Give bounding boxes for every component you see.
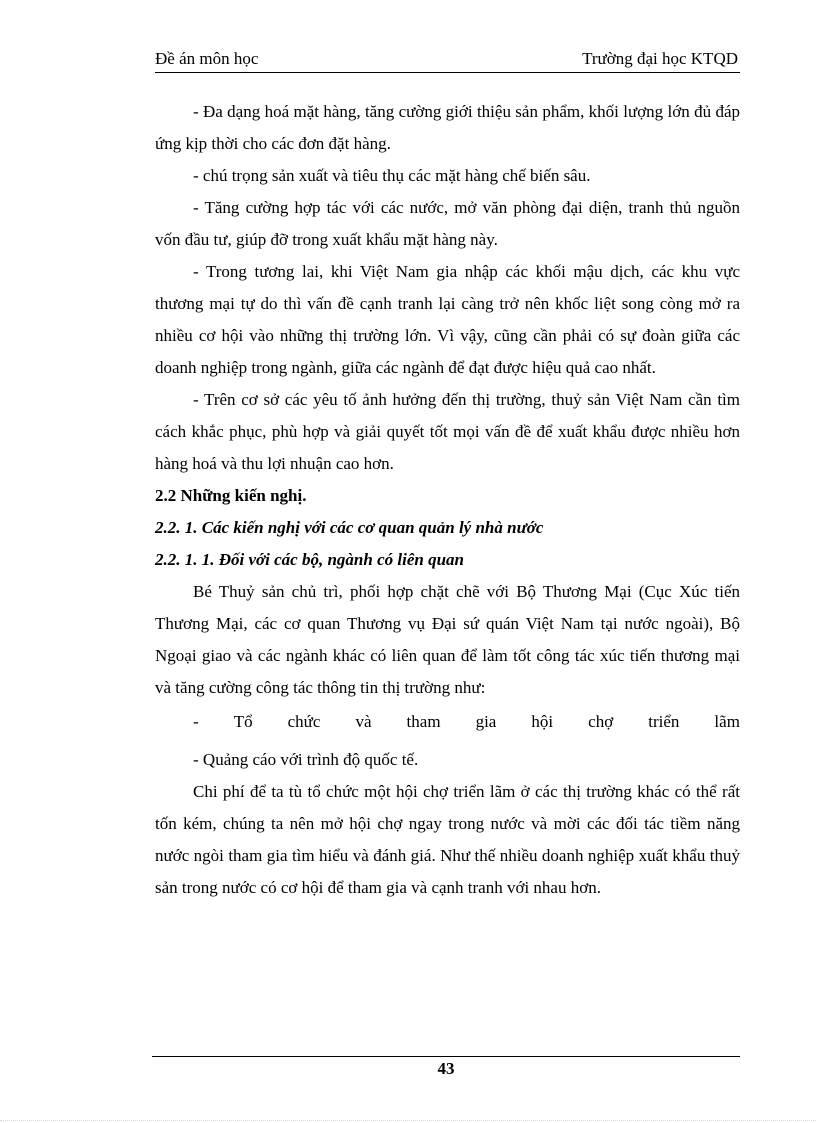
paragraph-deep-processing: - chú trọng sản xuất và tiêu thụ các mặt hàng chế biến sâu. — [193, 166, 591, 185]
paragraph-market-factors: - Trên cơ sở các yêu tố ảnh hưởng đến thị trường, thuỷ sản Việt Nam cần tìm cách khắc phục, phù hợp và giải quyết tốt mọi vấn đề để xuất khẩu được nhiều hơn hàng hoá và thu lợi nhuận cao hơn. — [155, 390, 740, 473]
paragraph-diversify: - Đa dạng hoá mặt hàng, tăng cường giới thiệu sản phẩm, khối lượng lớn đủ đáp ứng kịp thời cho các đơn đặt hàng. — [155, 102, 740, 153]
word: gia — [475, 712, 497, 731]
section-heading: 2.2 Những kiến nghị. — [155, 486, 307, 505]
header-course-title: Đề án môn học — [155, 49, 259, 68]
word: hội — [531, 712, 554, 731]
word: - — [193, 712, 199, 731]
paragraph-cooperation: - Tăng cường hợp tác với các nước, mở văn phòng đại diện, tranh thủ nguồn vốn đầu tư, giúp đỡ trong xuất khẩu mặt hàng này. — [155, 198, 740, 249]
page-bottom-edge — [0, 1120, 816, 1121]
page-body — [155, 96, 740, 904]
word: chức — [287, 712, 321, 731]
word: tham — [406, 712, 441, 731]
page-number: 43 — [437, 1059, 455, 1078]
subsubsection-heading: 2.2. 1. 1. Đối với các bộ, ngành có liên quan — [155, 550, 464, 569]
list-item-trade-fair — [155, 706, 740, 738]
paragraph-ministry: Bé Thuỷ sản chủ trì, phối hợp chặt chẽ với Bộ Thương Mại (Cục Xúc tiến Thương Mại, các cơ quan Thương vụ Đại sứ quán Việt Nam tại nước ngoài), Bộ Ngoại giao và các ngành khác có liên quan để làm tốt công tác xúc tiến thương mại và tăng cường công tác thông tin thị trường như: — [155, 582, 740, 697]
word: lãm — [714, 712, 740, 731]
paragraph-advertising: - Quảng cáo với trình độ quốc tế. — [193, 750, 419, 769]
word: chợ — [588, 712, 614, 731]
word: triển — [648, 712, 680, 731]
paragraph-cost: Chi phí để ta tù tổ chức một hội chợ triển lãm ở các thị trường khác có thể rất tốn kém, chúng ta nên mở hội chợ ngay trong nước và mời các đối tác tiềm năng nước ngòi tham gia tìm hiểu và đánh giá. Như thế nhiều doanh nghiệp xuất khẩu thuỷ sản trong nước có cơ hội để tham gia và cạnh tranh với nhau hơn. — [155, 782, 740, 897]
word: và — [355, 712, 372, 731]
subsection-heading: 2.2. 1. Các kiến nghị với các cơ quan quản lý nhà nước — [155, 518, 544, 537]
header-university: Trường đại học KTQD — [582, 49, 738, 68]
footer-divider — [152, 1056, 740, 1057]
page-header — [155, 48, 740, 73]
paragraph-future: - Trong tương lai, khi Việt Nam gia nhập các khối mậu dịch, các khu vực thương mại tự do thì vấn đề cạnh tranh lại càng trở nên khốc liệt song còng mở ra nhiều cơ hội vào những thị trường lớn. Vì vậy, cũng cần phải có sự đoàn giữa các doanh nghiệp trong ngành, giữa các ngành để đạt được hiệu quả cao nhất. — [155, 262, 740, 377]
word: Tổ — [233, 712, 253, 731]
